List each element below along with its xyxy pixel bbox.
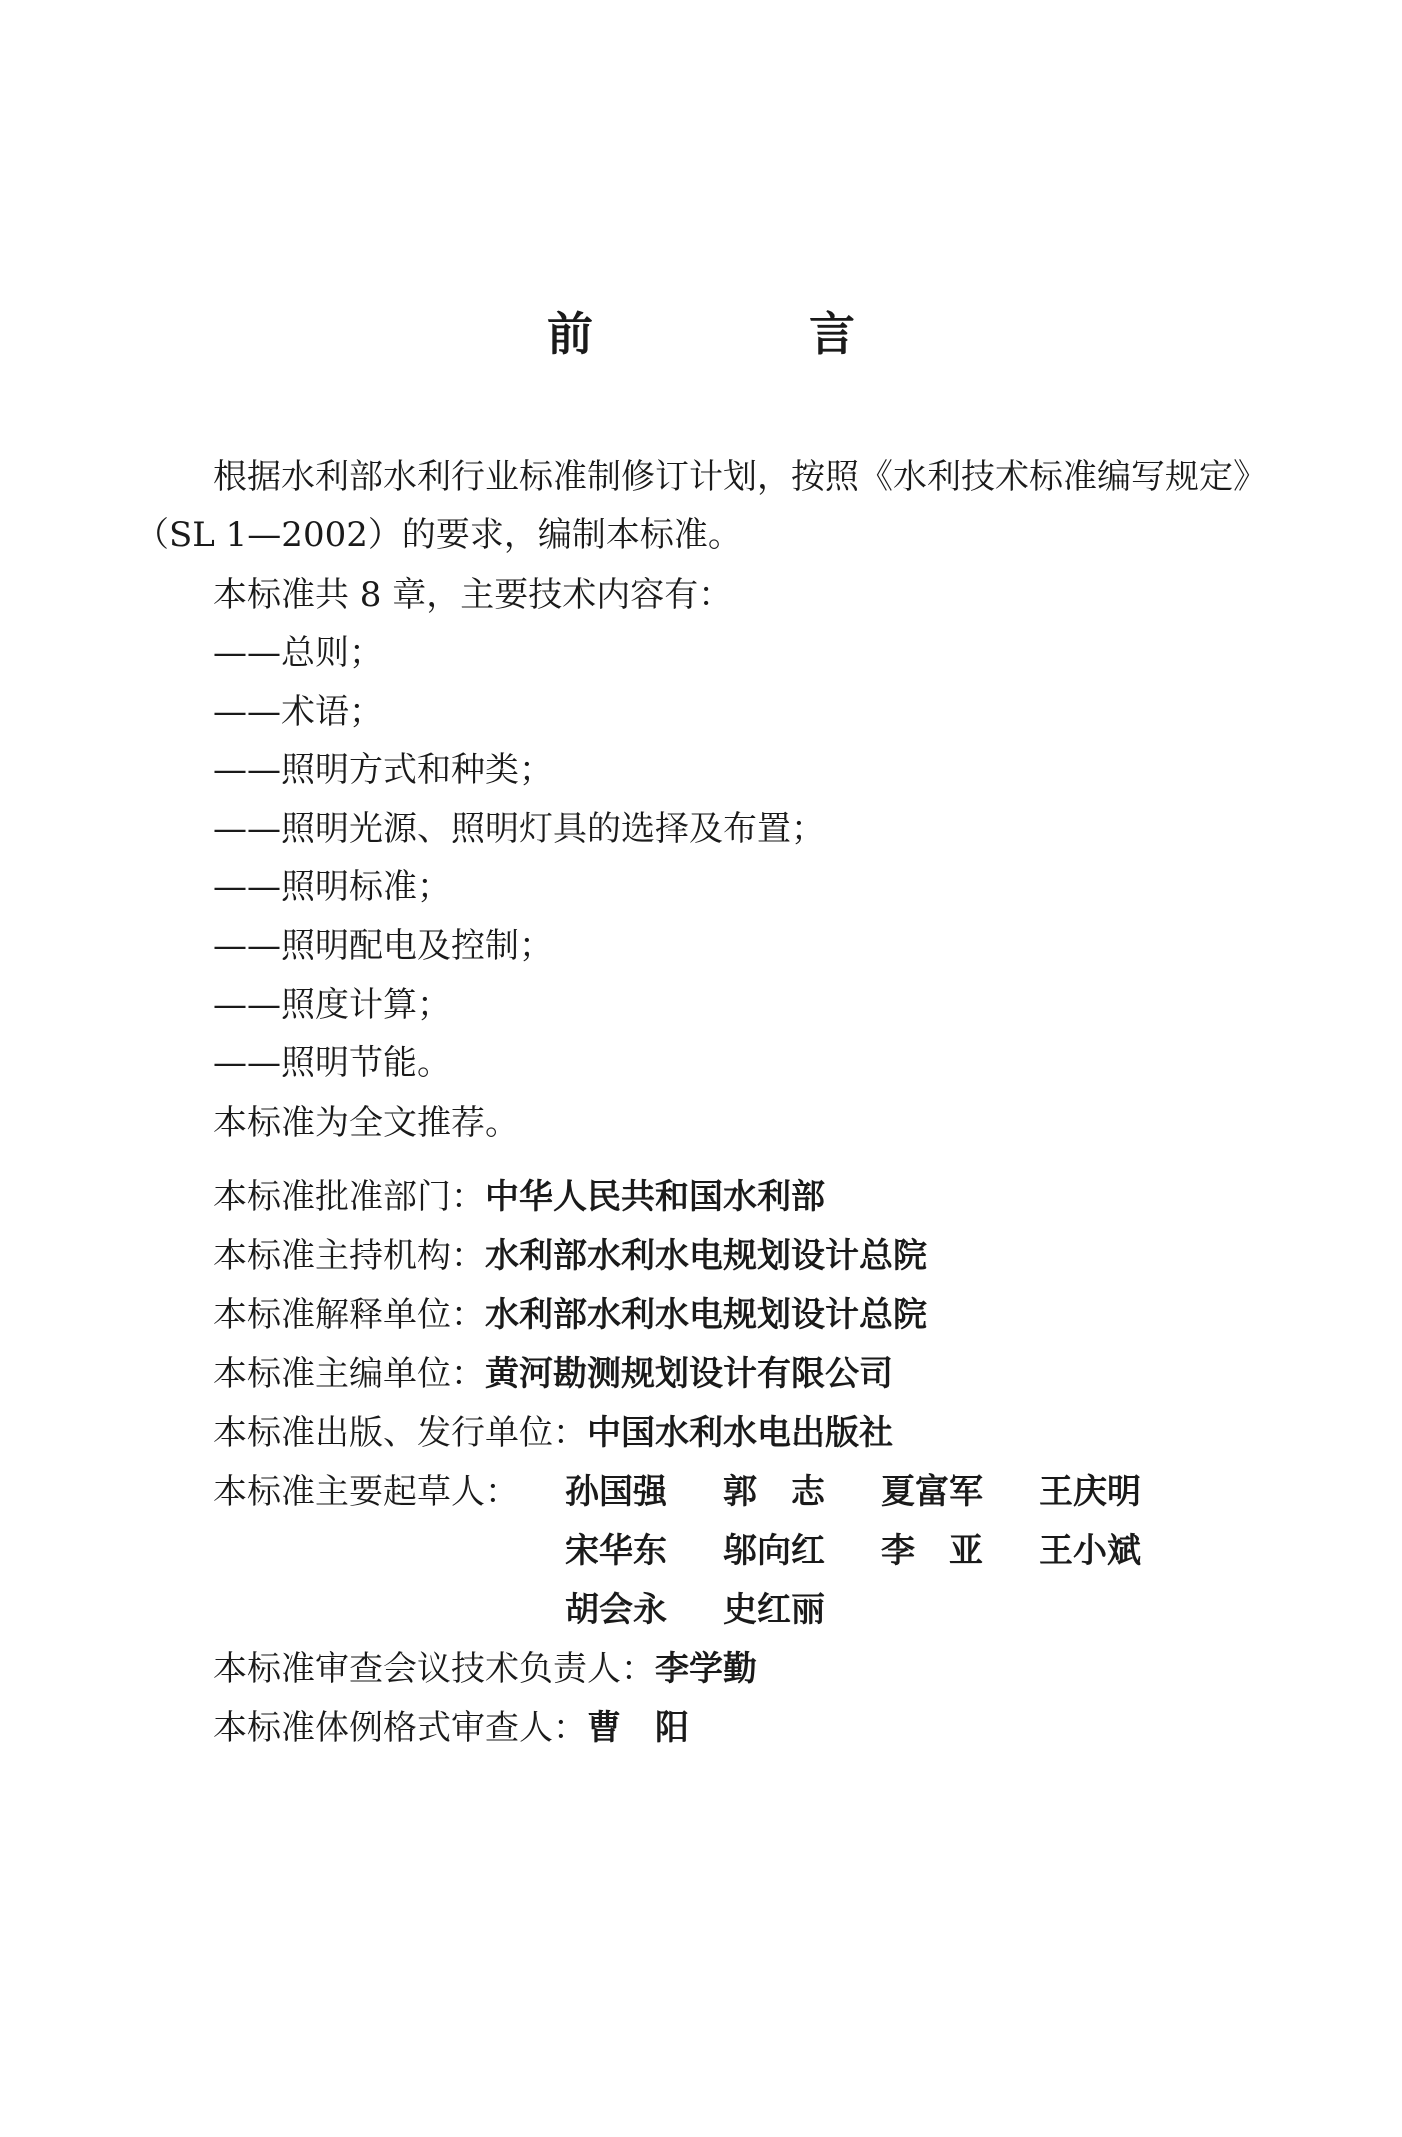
info-row-publisher xyxy=(213,1404,927,1463)
info-value: 水利部水利水电规划设计总院 xyxy=(485,1236,927,1276)
chapter-item: ——照度计算； xyxy=(213,984,451,1025)
review-row-format-reviewer xyxy=(213,1699,757,1758)
intro-block xyxy=(135,448,1275,564)
drafter-name: 邬向红 xyxy=(723,1531,825,1571)
chapter-item: ——照明标准； xyxy=(213,867,451,908)
info-block xyxy=(213,1168,927,1463)
info-row-host xyxy=(213,1227,927,1286)
chapter-item: ——总则； xyxy=(213,633,383,673)
chapter-item: ——照明节能。 xyxy=(213,1043,451,1084)
chapter-list xyxy=(213,624,825,1093)
review-value: 曹 阳 xyxy=(587,1708,689,1748)
drafter-name: 王庆明 xyxy=(1039,1472,1141,1512)
drafter-name: 胡会永 xyxy=(565,1590,667,1630)
drafter-name: 宋华东 xyxy=(565,1531,667,1571)
drafter-name: 郭 志 xyxy=(723,1472,825,1512)
drafter-name: 夏富军 xyxy=(881,1472,983,1512)
drafter-name: 史红丽 xyxy=(723,1590,825,1630)
info-label: 本标准出版、发行单位： xyxy=(213,1413,587,1453)
chapter-item: ——照明光源、照明灯具的选择及布置； xyxy=(213,808,825,849)
chapter-item: ——照明配电及控制； xyxy=(213,925,553,966)
info-value: 中华人民共和国水利部 xyxy=(485,1177,825,1217)
info-value: 水利部水利水电规划设计总院 xyxy=(485,1295,927,1335)
review-label: 本标准体例格式审查人： xyxy=(213,1708,587,1748)
info-row-interpretation xyxy=(213,1286,927,1345)
review-value: 李学勤 xyxy=(655,1649,757,1689)
drafter-name: 王小斌 xyxy=(1039,1531,1141,1571)
recommend-note: 本标准为全文推荐。 xyxy=(213,1103,519,1143)
drafters-names xyxy=(565,1463,1205,1640)
chapters-intro: 本标准共 8 章，主要技术内容有： xyxy=(213,575,733,615)
review-label: 本标准审查会议技术负责人： xyxy=(213,1649,655,1689)
info-label: 本标准解释单位： xyxy=(213,1295,485,1335)
chapter-item: ——照明方式和种类； xyxy=(213,750,553,791)
info-label: 本标准批准部门： xyxy=(213,1177,485,1217)
info-value: 中国水利水电出版社 xyxy=(587,1413,893,1453)
drafter-name: 李 亚 xyxy=(881,1531,983,1571)
info-label: 本标准主持机构： xyxy=(213,1236,485,1276)
intro-paragraph: 根据水利部水利行业标准制修订计划，按照《水利技术标准编写规定》（SL 1—2002）的要求，编制本标准。 xyxy=(135,457,1267,555)
drafter-name: 孙国强 xyxy=(565,1472,667,1512)
chapter-item: ——术语； xyxy=(213,691,383,732)
drafters-label: 本标准主要起草人： xyxy=(213,1472,519,1512)
info-row-chief-editor xyxy=(213,1345,927,1404)
info-label: 本标准主编单位： xyxy=(213,1354,485,1394)
review-block xyxy=(213,1640,757,1758)
page-title: 前 言 xyxy=(546,307,955,361)
review-row-technical-lead xyxy=(213,1640,757,1699)
info-value: 黄河勘测规划设计有限公司 xyxy=(485,1354,893,1394)
info-row-approval xyxy=(213,1168,927,1227)
